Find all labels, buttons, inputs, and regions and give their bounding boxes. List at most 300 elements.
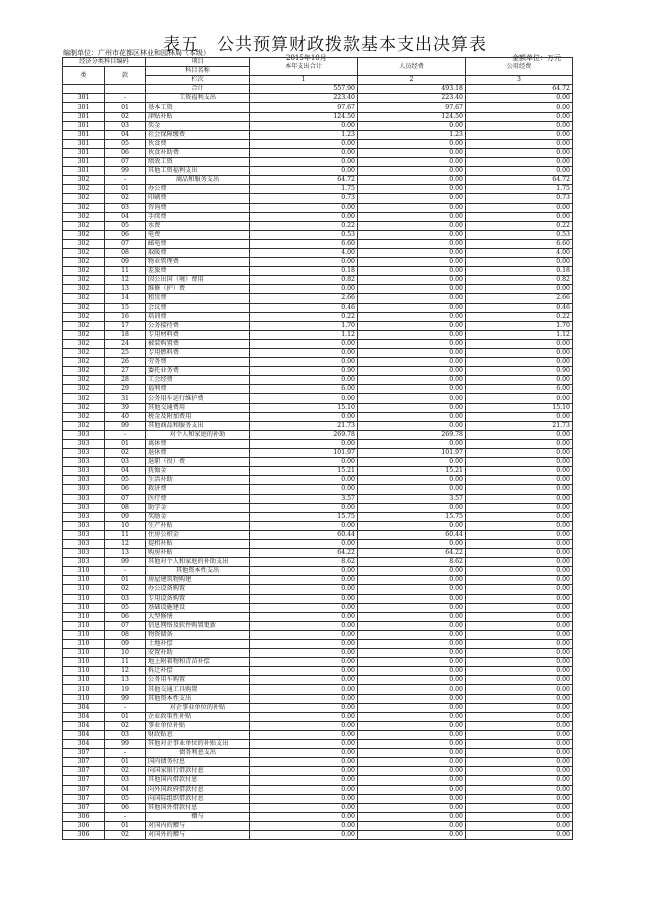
subject-name-cell: 抚恤金 xyxy=(146,467,250,476)
personnel-cell: 0.00 xyxy=(358,612,466,621)
lei-cell: 310 xyxy=(63,594,105,603)
table-row xyxy=(63,130,573,139)
personnel-cell: 0.00 xyxy=(358,439,466,448)
subject-name-cell: 手续费 xyxy=(146,212,250,221)
personnel-cell: 0.00 xyxy=(358,658,466,667)
subject-name-cell: 基本工资 xyxy=(146,103,250,112)
kuan-cell: 08 xyxy=(105,248,146,257)
subject-name-cell: 差旅费 xyxy=(146,267,250,276)
personnel-cell: 0.00 xyxy=(358,667,466,676)
public-cell: 0.00 xyxy=(466,740,573,749)
subject-name-cell: 税金及附加费用 xyxy=(146,412,250,421)
personnel-cell: 97.67 xyxy=(358,103,466,112)
subject-name-cell: 其他对个人和家庭的补助支出 xyxy=(146,558,250,567)
personnel-cell: 0.00 xyxy=(358,758,466,767)
public-cell: 0.00 xyxy=(466,721,573,730)
public-cell: 0.00 xyxy=(466,503,573,512)
personnel-cell: 0.00 xyxy=(358,285,466,294)
kuan-cell: 24 xyxy=(105,339,146,348)
lei-cell: 307 xyxy=(63,803,105,812)
total-cell: 0.00 xyxy=(250,394,358,403)
public-cell: 0.00 xyxy=(466,121,573,130)
public-cell: 0.00 xyxy=(466,694,573,703)
public-cell: 0.00 xyxy=(466,658,573,667)
kuan-cell: 01 xyxy=(105,103,146,112)
table-row xyxy=(63,294,573,303)
public-cell: 0.90 xyxy=(466,367,573,376)
subject-name-cell: 企业政策性补贴 xyxy=(146,712,250,721)
table-row xyxy=(63,321,573,330)
personnel-cell: 0.00 xyxy=(358,485,466,494)
kuan-cell: 09 xyxy=(105,512,146,521)
lei-cell: 306 xyxy=(63,812,105,821)
public-cell: 0.00 xyxy=(466,358,573,367)
personnel-cell: 0.00 xyxy=(358,230,466,239)
public-cell: 0.00 xyxy=(466,621,573,630)
table-row xyxy=(63,658,573,667)
personnel-cell: 0.00 xyxy=(358,767,466,776)
public-cell: 0.00 xyxy=(466,94,573,103)
total-cell: 6.60 xyxy=(250,239,358,248)
personnel-cell: 0.00 xyxy=(358,458,466,467)
table-row xyxy=(63,339,573,348)
public-cell: 0.00 xyxy=(466,685,573,694)
kuan-cell: 02 xyxy=(105,830,146,839)
subject-name-cell: 土地补偿 xyxy=(146,640,250,649)
personnel-cell: 0.00 xyxy=(358,321,466,330)
total-cell: 0.00 xyxy=(250,630,358,639)
total-cell: 1.12 xyxy=(250,330,358,339)
personnel-cell: 0.00 xyxy=(358,730,466,739)
lei-cell: 310 xyxy=(63,576,105,585)
kuan-cell: 28 xyxy=(105,376,146,385)
total-cell: 0.18 xyxy=(250,267,358,276)
total-cell: 0.00 xyxy=(250,258,358,267)
personnel-cell: 0.00 xyxy=(358,139,466,148)
lei-cell: 302 xyxy=(63,267,105,276)
lei-cell: 303 xyxy=(63,439,105,448)
kuan-cell: 04 xyxy=(105,212,146,221)
subject-name-cell: 邮电费 xyxy=(146,239,250,248)
personnel-cell: 0.00 xyxy=(358,621,466,630)
total-cell: 60.44 xyxy=(250,530,358,539)
subject-name-cell: 其他国内借款付息 xyxy=(146,776,250,785)
col-number-1: 1 xyxy=(250,76,358,85)
public-cell: 0.00 xyxy=(466,576,573,585)
table-row xyxy=(63,803,573,812)
lei-cell: 302 xyxy=(63,230,105,239)
personnel-cell: 0.00 xyxy=(358,248,466,257)
personnel-cell: 3.57 xyxy=(358,494,466,503)
total-cell: 0.46 xyxy=(250,303,358,312)
lei-cell: 310 xyxy=(63,612,105,621)
total-cell: 0.00 xyxy=(250,567,358,576)
public-cell: 0.00 xyxy=(466,539,573,548)
table-row xyxy=(63,712,573,721)
public-cell: 0.00 xyxy=(466,676,573,685)
table-row xyxy=(63,385,573,394)
lei-cell: 304 xyxy=(63,721,105,730)
total-cell: 0.00 xyxy=(250,594,358,603)
personnel-cell: 0.00 xyxy=(358,749,466,758)
table-row xyxy=(63,221,573,230)
kuan-cell: 02 xyxy=(105,767,146,776)
personnel-cell: 0.00 xyxy=(358,294,466,303)
table-row xyxy=(63,494,573,503)
subject-name-cell: 向外国政府借款付息 xyxy=(146,785,250,794)
public-cell: 0.00 xyxy=(466,412,573,421)
subject-name-cell: 因公出国（境）费用 xyxy=(146,276,250,285)
personnel-cell: 0.00 xyxy=(358,376,466,385)
subject-name-cell: 奖金 xyxy=(146,121,250,130)
total-cell: 0.00 xyxy=(250,349,358,358)
personnel-cell: 0.00 xyxy=(358,740,466,749)
subject-name-cell: 提租补贴 xyxy=(146,539,250,548)
lei-cell: 310 xyxy=(63,658,105,667)
personnel-cell: 0.00 xyxy=(358,267,466,276)
public-cell: 0.00 xyxy=(466,430,573,439)
lei-cell: 301 xyxy=(63,158,105,167)
table-row xyxy=(63,458,573,467)
personnel-cell: 1.23 xyxy=(358,130,466,139)
public-cell: 0.00 xyxy=(466,812,573,821)
public-cell: 0.46 xyxy=(466,303,573,312)
compiler-unit: 编制单位：广州市花都区林业和园林局（本级） xyxy=(63,49,210,57)
personnel-cell: 8.62 xyxy=(358,558,466,567)
public-cell: 0.00 xyxy=(466,458,573,467)
total-cell: 0.00 xyxy=(250,485,358,494)
total-cell: 0.00 xyxy=(250,721,358,730)
kuan-cell: 01 xyxy=(105,185,146,194)
kuan-cell: 11 xyxy=(105,530,146,539)
personnel-cell: 15.75 xyxy=(358,512,466,521)
subject-name-cell: 公务用车购置 xyxy=(146,676,250,685)
personnel-cell: 0.00 xyxy=(358,221,466,230)
lei-cell: 302 xyxy=(63,276,105,285)
subject-name-cell: 财政贴息 xyxy=(146,730,250,739)
kuan-cell: 99 xyxy=(105,558,146,567)
total-cell: 0.00 xyxy=(250,767,358,776)
total-cell: 0.00 xyxy=(250,830,358,839)
personnel-cell: 0.00 xyxy=(358,312,466,321)
public-cell: 0.00 xyxy=(466,730,573,739)
total-cell: 0.00 xyxy=(250,376,358,385)
total-cell: 0.00 xyxy=(250,412,358,421)
public-cell: 0.73 xyxy=(466,194,573,203)
subject-name-cell: 其他对企事业单位的补贴支出 xyxy=(146,740,250,749)
subject-name-cell: 福利费 xyxy=(146,385,250,394)
personnel-cell: 0.00 xyxy=(358,567,466,576)
subject-name-cell: 其他工资福利支出 xyxy=(146,167,250,176)
table-row xyxy=(63,230,573,239)
total-cell: 0.00 xyxy=(250,503,358,512)
public-cell: 0.22 xyxy=(466,221,573,230)
table-row xyxy=(63,285,573,294)
table-row xyxy=(63,476,573,485)
lei-cell: 303 xyxy=(63,458,105,467)
lei-cell: 303 xyxy=(63,476,105,485)
personnel-cell: 64.22 xyxy=(358,549,466,558)
table-row xyxy=(63,821,573,830)
subject-name-cell: 伙食补助费 xyxy=(146,148,250,157)
public-cell: 0.82 xyxy=(466,276,573,285)
total-cell: 269.78 xyxy=(250,430,358,439)
lei-cell: 310 xyxy=(63,640,105,649)
personnel-cell: 0.00 xyxy=(358,339,466,348)
personnel-cell: 0.00 xyxy=(358,303,466,312)
kuan-cell: 07 xyxy=(105,494,146,503)
table-row xyxy=(63,594,573,603)
kuan-cell: 39 xyxy=(105,403,146,412)
table-row xyxy=(63,185,573,194)
lei-cell: 301 xyxy=(63,167,105,176)
report-period: 2015年10月 xyxy=(286,54,327,62)
subject-name-cell: 购房补贴 xyxy=(146,549,250,558)
amount-unit: 金额单位：万元 xyxy=(512,54,561,62)
total-cell: 0.00 xyxy=(250,776,358,785)
table-row xyxy=(63,239,573,248)
kuan-cell: 03 xyxy=(105,776,146,785)
personnel-cell: 0.00 xyxy=(358,812,466,821)
public-cell: 0.00 xyxy=(466,612,573,621)
total-cell: 0.00 xyxy=(250,712,358,721)
subject-name-cell: 房屋建筑物购建 xyxy=(146,576,250,585)
kuan-cell: 06 xyxy=(105,148,146,157)
total-row-personnel: 493.18 xyxy=(358,85,466,94)
kuan-cell: 12 xyxy=(105,276,146,285)
table-row xyxy=(63,685,573,694)
subject-name-cell: 会议费 xyxy=(146,303,250,312)
public-cell: 0.00 xyxy=(466,258,573,267)
personnel-cell: 0.00 xyxy=(358,385,466,394)
total-cell: 1.70 xyxy=(250,321,358,330)
subject-name-cell: 其他国外借款付息 xyxy=(146,803,250,812)
kuan-cell: 07 xyxy=(105,239,146,248)
personnel-cell: 269.78 xyxy=(358,430,466,439)
lei-cell: 303 xyxy=(63,521,105,530)
lei-cell: 302 xyxy=(63,258,105,267)
subject-name-cell: 劳务费 xyxy=(146,358,250,367)
total-row-label: 合计 xyxy=(146,85,250,94)
subject-name-cell: 救济费 xyxy=(146,485,250,494)
table-row xyxy=(63,630,573,639)
total-cell: 0.00 xyxy=(250,730,358,739)
total-cell: 15.75 xyxy=(250,512,358,521)
personnel-cell: 0.00 xyxy=(358,694,466,703)
personnel-cell: 0.00 xyxy=(358,194,466,203)
kuan-cell: 04 xyxy=(105,785,146,794)
table-row xyxy=(63,421,573,430)
lei-cell: 302 xyxy=(63,285,105,294)
public-cell: 0.00 xyxy=(466,640,573,649)
subject-name-cell: 大型修缮 xyxy=(146,612,250,621)
total-cell: 0.00 xyxy=(250,358,358,367)
subject-name-cell: 安置补助 xyxy=(146,649,250,658)
personnel-cell: 0.00 xyxy=(358,276,466,285)
table-row xyxy=(63,512,573,521)
public-cell: 0.00 xyxy=(466,549,573,558)
personnel-cell: 101.97 xyxy=(358,449,466,458)
public-cell: 0.00 xyxy=(466,349,573,358)
subject-name-cell: 拆迁补偿 xyxy=(146,667,250,676)
table-row xyxy=(63,694,573,703)
table-row xyxy=(63,194,573,203)
public-cell: 2.66 xyxy=(466,294,573,303)
kuan-cell: - xyxy=(105,749,146,758)
kuan-cell: 06 xyxy=(105,230,146,239)
total-cell: 0.00 xyxy=(250,339,358,348)
subject-name-cell: 工资福利支出 xyxy=(146,94,250,103)
table-row xyxy=(63,394,573,403)
personnel-cell: 0.00 xyxy=(358,330,466,339)
table-row xyxy=(63,376,573,385)
table-row xyxy=(63,549,573,558)
personnel-cell: 0.00 xyxy=(358,785,466,794)
table-row xyxy=(63,758,573,767)
header-row-1 xyxy=(63,58,573,67)
total-cell: 0.00 xyxy=(250,640,358,649)
table-row xyxy=(63,539,573,548)
lanci-header: 栏次 xyxy=(146,76,250,85)
lei-cell: 303 xyxy=(63,430,105,439)
lei-cell: 301 xyxy=(63,139,105,148)
kuan-cell: 99 xyxy=(105,694,146,703)
kuan-cell: 06 xyxy=(105,485,146,494)
personnel-cell: 0.00 xyxy=(358,594,466,603)
lei-cell: 302 xyxy=(63,312,105,321)
public-cell: 1.75 xyxy=(466,185,573,194)
personnel-cell: 0.00 xyxy=(358,521,466,530)
table-row xyxy=(63,649,573,658)
public-cell: 0.00 xyxy=(466,821,573,830)
lei-cell: 303 xyxy=(63,512,105,521)
subject-name-cell: 物资储备 xyxy=(146,630,250,639)
kuan-cell: 05 xyxy=(105,221,146,230)
public-cell: 0.00 xyxy=(466,485,573,494)
personnel-cell: 0.00 xyxy=(358,203,466,212)
table-row xyxy=(63,403,573,412)
kuan-cell: 04 xyxy=(105,130,146,139)
public-cell: 64.72 xyxy=(466,176,573,185)
kuan-cell: 26 xyxy=(105,358,146,367)
total-cell: 0.00 xyxy=(250,139,358,148)
personnel-cell: 0.00 xyxy=(358,721,466,730)
kuan-cell: 08 xyxy=(105,503,146,512)
kuan-cell: 19 xyxy=(105,685,146,694)
total-cell: 0.00 xyxy=(250,758,358,767)
kuan-cell: 01 xyxy=(105,439,146,448)
kuan-cell: 06 xyxy=(105,803,146,812)
personnel-cell: 0.00 xyxy=(358,630,466,639)
kuan-cell: 05 xyxy=(105,794,146,803)
lei-cell: 304 xyxy=(63,712,105,721)
personnel-cell: 0.00 xyxy=(358,212,466,221)
kuan-cell: - xyxy=(105,94,146,103)
public-cell: 0.00 xyxy=(466,476,573,485)
total-cell: 0.00 xyxy=(250,685,358,694)
subject-name-cell: 基础设施建设 xyxy=(146,603,250,612)
public-cell: 0.00 xyxy=(466,494,573,503)
personnel-cell: 0.00 xyxy=(358,640,466,649)
total-cell: 0.00 xyxy=(250,803,358,812)
kuan-cell: 12 xyxy=(105,539,146,548)
subject-name-cell: 债务利息支出 xyxy=(146,749,250,758)
table-row xyxy=(63,603,573,612)
personnel-cell: 0.00 xyxy=(358,539,466,548)
public-cell: 0.00 xyxy=(466,394,573,403)
total-cell: 0.00 xyxy=(250,785,358,794)
subject-name-cell: 对国外的赠与 xyxy=(146,830,250,839)
page-title: 表五 公共预算财政拨款基本支出决算表 xyxy=(163,35,487,55)
public-cell: 0.00 xyxy=(466,512,573,521)
table-row xyxy=(63,412,573,421)
kuan-cell: 02 xyxy=(105,194,146,203)
subject-name-cell: 工会经费 xyxy=(146,376,250,385)
lei-cell: 304 xyxy=(63,703,105,712)
table-row xyxy=(63,258,573,267)
kuan-cell: 13 xyxy=(105,549,146,558)
lei-cell: 307 xyxy=(63,749,105,758)
table-row xyxy=(63,785,573,794)
lei-cell: 307 xyxy=(63,767,105,776)
public-cell: 0.00 xyxy=(466,103,573,112)
lei-cell: 307 xyxy=(63,758,105,767)
total-cell: 6.00 xyxy=(250,385,358,394)
lei-cell: 301 xyxy=(63,94,105,103)
subject-name-cell: 其他交通费用 xyxy=(146,403,250,412)
lei-cell: 302 xyxy=(63,239,105,248)
table-row xyxy=(63,621,573,630)
personnel-cell: 124.50 xyxy=(358,112,466,121)
table-row xyxy=(63,740,573,749)
public-col-header: 公用经费 xyxy=(466,58,573,76)
public-cell: 0.00 xyxy=(466,803,573,812)
table-row xyxy=(63,349,573,358)
personnel-cell: 0.00 xyxy=(358,503,466,512)
total-cell: 0.00 xyxy=(250,821,358,830)
subject-name-cell: 咨询费 xyxy=(146,203,250,212)
total-cell: 0.22 xyxy=(250,312,358,321)
lei-header: 类 xyxy=(63,67,105,85)
subject-name-cell: 生产补贴 xyxy=(146,521,250,530)
public-cell: 0.00 xyxy=(466,203,573,212)
personnel-cell: 0.00 xyxy=(358,367,466,376)
public-cell: 0.00 xyxy=(466,703,573,712)
lei-cell: 301 xyxy=(63,103,105,112)
personnel-cell: 0.00 xyxy=(358,412,466,421)
subject-name-cell: 对企事业单位的补贴 xyxy=(146,703,250,712)
kuan-cell: 01 xyxy=(105,576,146,585)
personnel-cell: 0.00 xyxy=(358,576,466,585)
lei-cell: 302 xyxy=(63,185,105,194)
table-row xyxy=(63,767,573,776)
kuan-cell: 31 xyxy=(105,394,146,403)
total-cell: 1.23 xyxy=(250,130,358,139)
personnel-cell: 0.00 xyxy=(358,121,466,130)
subject-name-cell: 住房公积金 xyxy=(146,530,250,539)
subject-name-cell: 生活补助 xyxy=(146,476,250,485)
public-cell: 0.00 xyxy=(466,667,573,676)
public-cell: 0.00 xyxy=(466,376,573,385)
total-cell: 0.00 xyxy=(250,148,358,157)
lei-cell: 302 xyxy=(63,367,105,376)
public-cell: 0.00 xyxy=(466,449,573,458)
public-cell: 0.00 xyxy=(466,567,573,576)
personnel-cell: 0.00 xyxy=(358,685,466,694)
public-cell: 0.00 xyxy=(466,603,573,612)
kuan-cell: 99 xyxy=(105,421,146,430)
public-cell: 0.00 xyxy=(466,285,573,294)
